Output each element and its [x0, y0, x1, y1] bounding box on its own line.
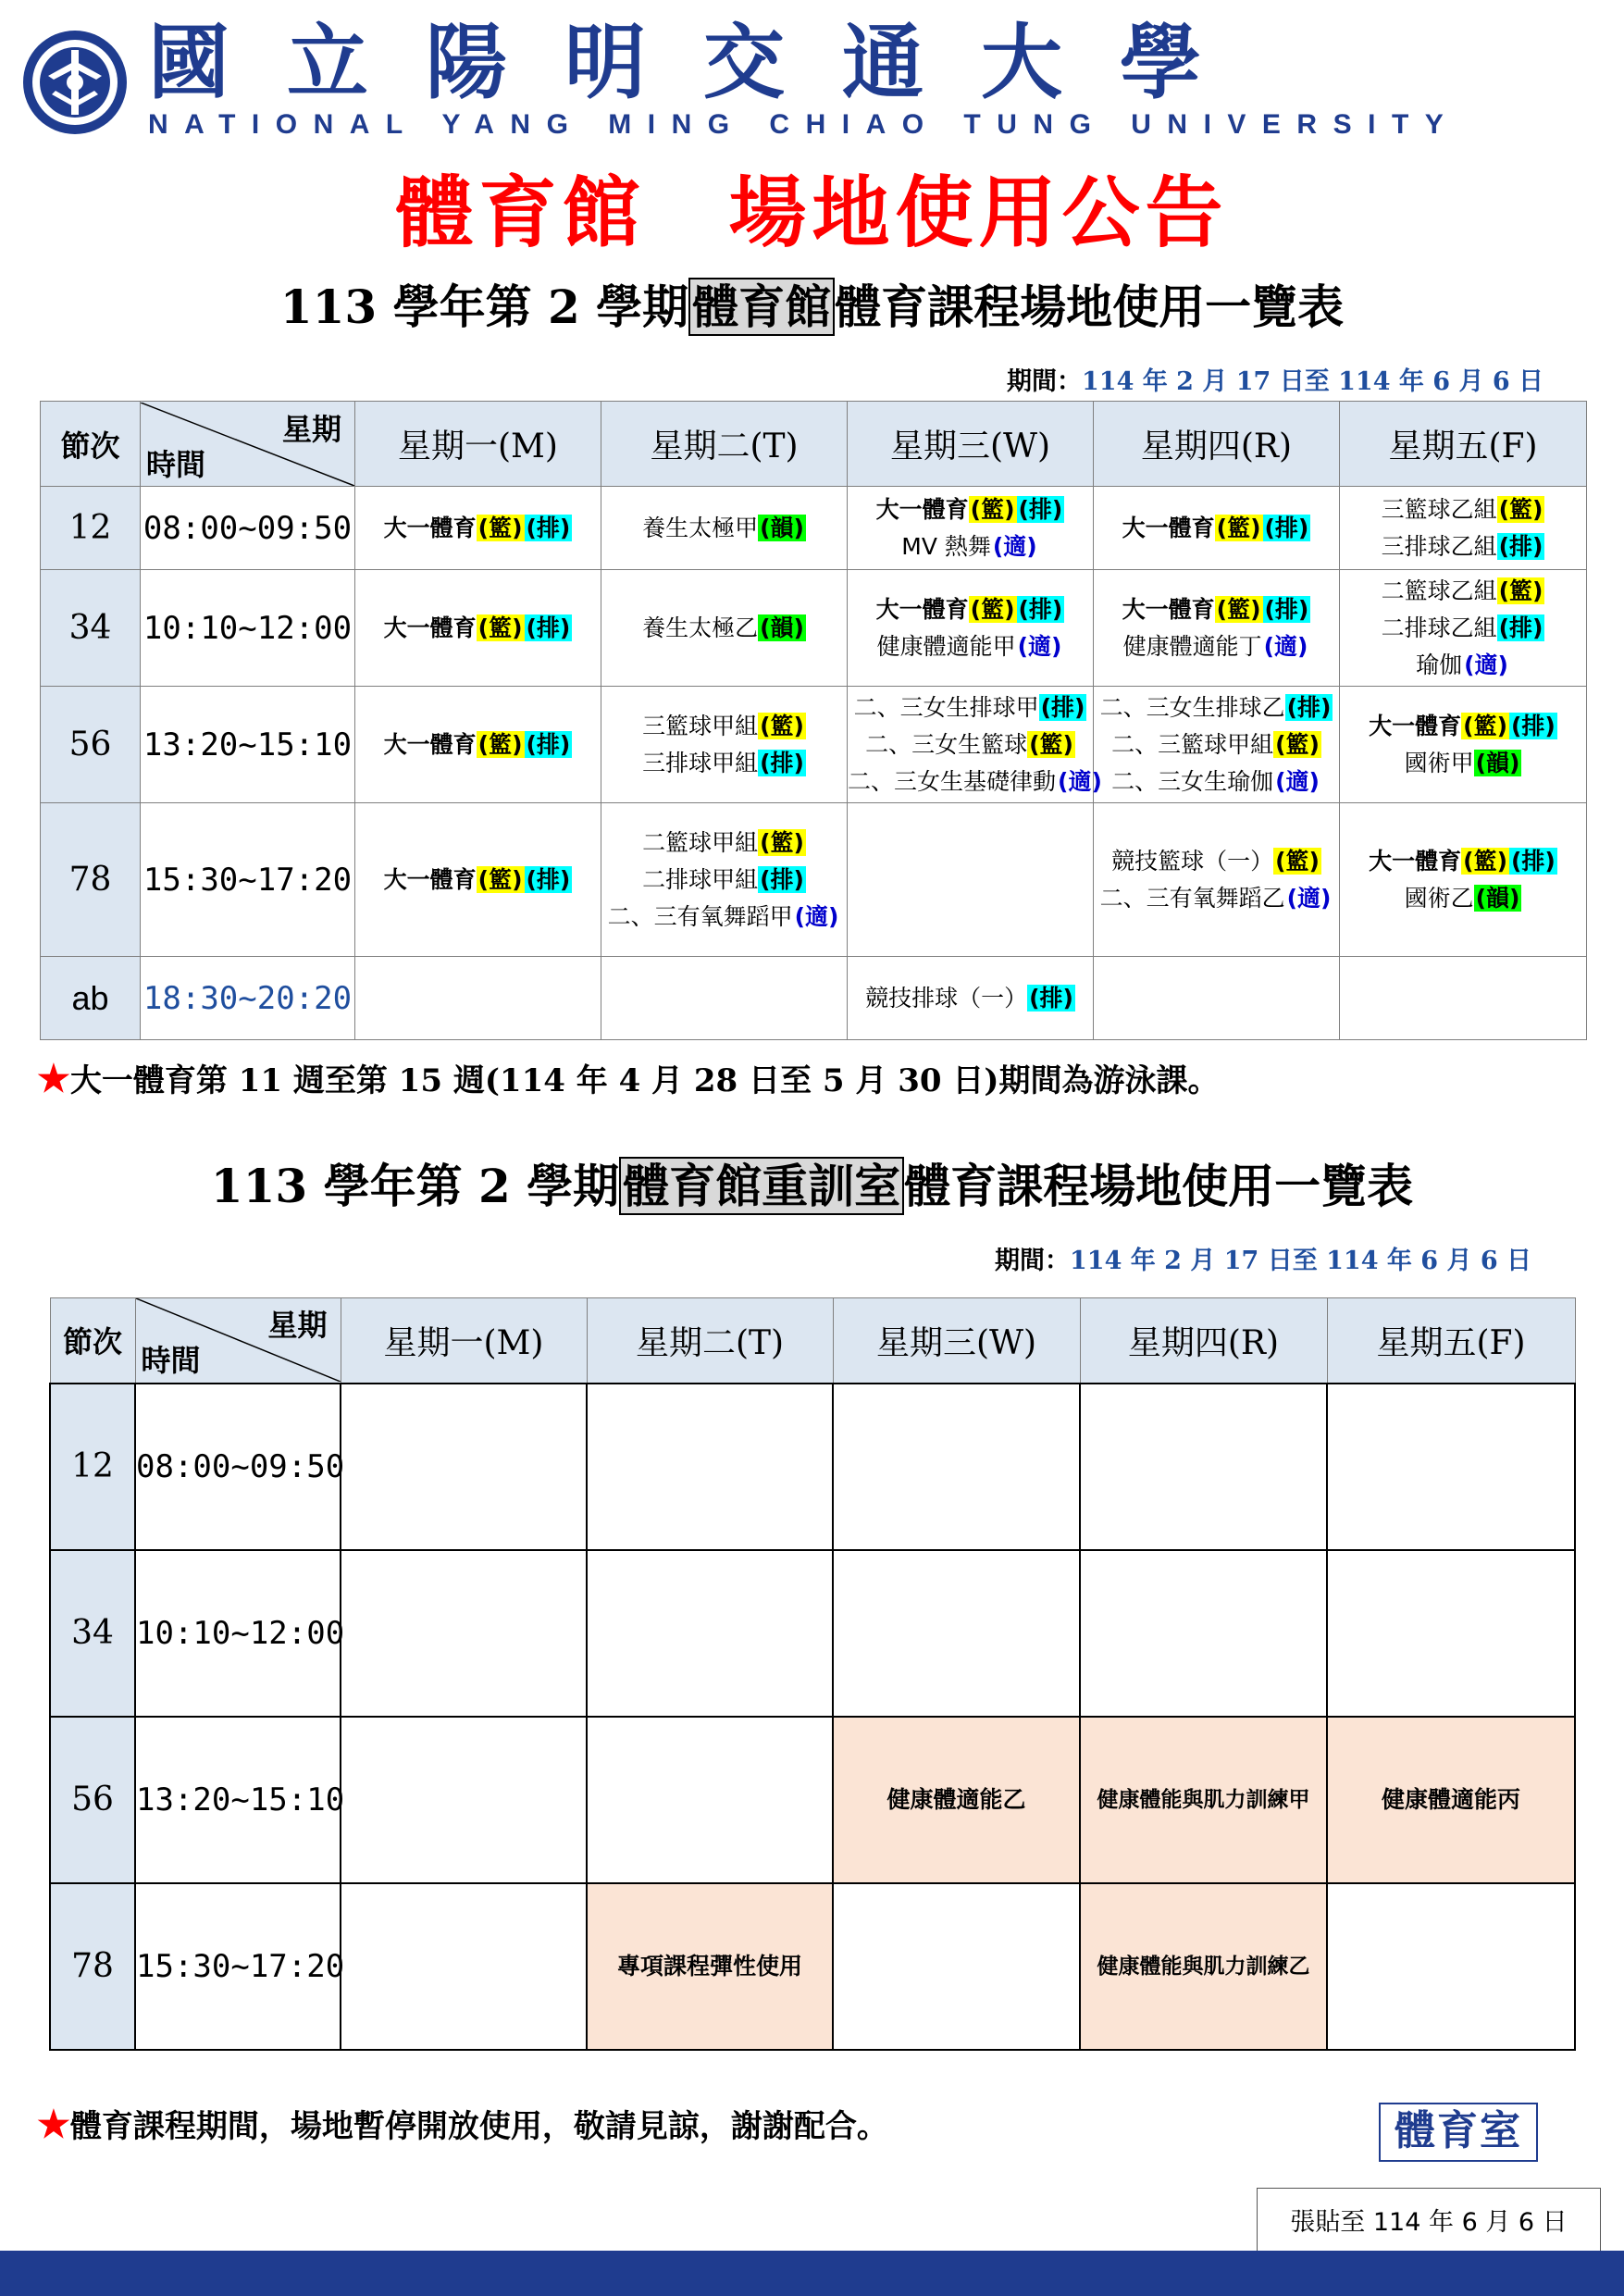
schedule-cell: 健康體適能乙	[833, 1717, 1080, 1883]
col-header-friday: 星期五(F)	[1327, 1298, 1575, 1384]
period-cell: 12	[41, 487, 141, 570]
table-row	[50, 1717, 1575, 1883]
schedule-cell	[1327, 1550, 1575, 1717]
footer-bar	[0, 2251, 1624, 2296]
table2-title: 113 學年第 2 學期體育館重訓室體育課程場地使用一覽表	[210, 1159, 1414, 1213]
schedule-cell: 大一體育(籃) (排)	[1094, 487, 1340, 570]
schedule-cell: 大一體育(籃) (排)	[355, 487, 601, 570]
schedule-cell	[601, 957, 848, 1040]
time-cell: 13:20~15:10	[135, 1717, 341, 1883]
period-cell: 78	[41, 803, 141, 957]
university-name-english: NATIONAL YANG MING CHIAO TUNG UNIVERSITY	[148, 109, 1460, 140]
schedule-cell	[1327, 1883, 1575, 2050]
schedule-cell	[355, 957, 601, 1040]
schedule-cell	[833, 1883, 1080, 2050]
schedule-cell	[587, 1550, 833, 1717]
university-name-chinese: 國立陽明交通大學	[148, 15, 1259, 110]
col-header-friday: 星期五(F)	[1340, 402, 1587, 487]
period-cell: ab	[41, 957, 141, 1040]
posting-date-box: 張貼至 114 年 6 月 6 日	[1257, 2188, 1601, 2258]
time-cell: 18:30~20:20	[141, 957, 355, 1040]
schedule-cell	[1080, 1550, 1327, 1717]
period-cell: 56	[50, 1717, 135, 1883]
schedule-cell	[587, 1717, 833, 1883]
col-header-tuesday: 星期二(T)	[587, 1298, 833, 1384]
time-cell: 15:30~17:20	[135, 1883, 341, 2050]
table-header-row	[50, 1298, 1575, 1384]
col-header-corner: 星期 時間	[135, 1298, 341, 1384]
schedule-cell: 大一體育(籃) (排) 健康體適能丁(適)	[1094, 570, 1340, 687]
schedule-cell: 三籃球乙組(籃) 三排球乙組(排)	[1340, 487, 1587, 570]
time-cell: 15:30~17:20	[141, 803, 355, 957]
announcement-title: 體育館 場地使用公告	[395, 167, 1229, 258]
schedule-cell: 競技排球（一）(排)	[848, 957, 1094, 1040]
schedule-cell: 二籃球甲組(籃) 二排球甲組(排) 二、三有氧舞蹈甲(適)	[601, 803, 848, 957]
table-row	[50, 1883, 1575, 2050]
time-cell: 13:20~15:10	[141, 687, 355, 803]
col-header-period: 節次	[41, 402, 141, 487]
table-header-row	[41, 402, 1587, 487]
schedule-cell	[1080, 1384, 1327, 1550]
period-cell: 56	[41, 687, 141, 803]
col-header-thursday: 星期四(R)	[1094, 402, 1340, 487]
table1-note: ★大一體育第 11 週至第 15 週(114 年 4 月 28 日至 5 月 30 日)期間為游泳課。	[37, 1057, 1220, 1100]
schedule-cell: 健康體能與肌力訓練甲	[1080, 1717, 1327, 1883]
schedule-cell: 大一體育(籃) (排) MV 熱舞(適)	[848, 487, 1094, 570]
schedule-cell: 大一體育(籃) (排) 國術乙(韻)	[1340, 803, 1587, 957]
table-row	[41, 687, 1587, 803]
col-header-monday: 星期一(M)	[355, 402, 601, 487]
table-row	[41, 803, 1587, 957]
table2-title-venue: 體育館重訓室	[619, 1157, 904, 1215]
schedule-cell	[341, 1550, 587, 1717]
table1-title: 113 學年第 2 學期體育館體育課程場地使用一覽表	[279, 279, 1345, 334]
table2-period: 期間：114 年 2 月 17 日至 114 年 6 月 6 日	[995, 1247, 1532, 1275]
university-logo	[20, 28, 130, 137]
schedule-cell: 大一體育(籃) (排)	[355, 570, 601, 687]
time-cell: 10:10~12:00	[141, 570, 355, 687]
schedule-cell: 健康體適能丙	[1327, 1717, 1575, 1883]
schedule-cell: 健康體能與肌力訓練乙	[1080, 1883, 1327, 2050]
col-header-thursday: 星期四(R)	[1080, 1298, 1327, 1384]
schedule-cell: 養生太極乙(韻)	[601, 570, 848, 687]
schedule-cell	[341, 1883, 587, 2050]
schedule-cell: 大一體育(籃) (排)	[355, 687, 601, 803]
schedule-cell: 二、三女生排球甲(排) 二、三女生籃球(籃) 二、三女生基礎律動(適)	[848, 687, 1094, 803]
schedule-cell: 競技籃球（一）(籃) 二、三有氧舞蹈乙(適)	[1094, 803, 1340, 957]
schedule-cell: 三籃球甲組(籃) 三排球甲組(排)	[601, 687, 848, 803]
col-header-tuesday: 星期二(T)	[601, 402, 848, 487]
office-stamp: 體育室	[1379, 2103, 1538, 2162]
time-cell: 10:10~12:00	[135, 1550, 341, 1717]
table-row	[50, 1550, 1575, 1717]
schedule-cell	[833, 1550, 1080, 1717]
period-cell: 34	[50, 1550, 135, 1717]
col-header-period: 節次	[50, 1298, 135, 1384]
schedule-cell: 專項課程彈性使用	[587, 1883, 833, 2050]
schedule-cell	[1094, 957, 1340, 1040]
weight-room-schedule-table	[49, 1297, 1576, 2051]
time-cell: 08:00~09:50	[141, 487, 355, 570]
table-row	[41, 957, 1587, 1040]
table1-title-venue: 體育館	[688, 278, 835, 336]
schedule-cell	[848, 803, 1094, 957]
gym-schedule-table	[40, 401, 1587, 1040]
table-row	[50, 1384, 1575, 1550]
schedule-cell: 大一體育(籃) (排) 健康體適能甲(適)	[848, 570, 1094, 687]
schedule-cell: 二籃球乙組(籃) 二排球乙組(排) 瑜伽(適)	[1340, 570, 1587, 687]
schedule-cell	[341, 1384, 587, 1550]
col-header-monday: 星期一(M)	[341, 1298, 587, 1384]
schedule-cell	[1327, 1384, 1575, 1550]
star-icon: ★	[37, 1057, 70, 1100]
schedule-cell: 養生太極甲(韻)	[601, 487, 848, 570]
schedule-cell	[341, 1717, 587, 1883]
schedule-cell: 大一體育(籃) (排)	[355, 803, 601, 957]
schedule-cell	[833, 1384, 1080, 1550]
star-icon: ★	[37, 2103, 70, 2146]
period-cell: 78	[50, 1883, 135, 2050]
col-header-wednesday: 星期三(W)	[848, 402, 1094, 487]
schedule-cell	[1340, 957, 1587, 1040]
schedule-cell: 二、三女生排球乙(排) 二、三籃球甲組(籃) 二、三女生瑜伽(適)	[1094, 687, 1340, 803]
table-row	[41, 570, 1587, 687]
period-cell: 12	[50, 1384, 135, 1550]
period-cell: 34	[41, 570, 141, 687]
col-header-wednesday: 星期三(W)	[833, 1298, 1080, 1384]
table-row	[41, 487, 1587, 570]
table2-note: ★體育課程期間，場地暫停開放使用，敬請見諒，謝謝配合。	[37, 2103, 888, 2146]
table1-period: 期間：114 年 2 月 17 日至 114 年 6 月 6 日	[1007, 367, 1544, 396]
schedule-cell: 大一體育(籃) (排) 國術甲(韻)	[1340, 687, 1587, 803]
time-cell: 08:00~09:50	[135, 1384, 341, 1550]
schedule-cell	[587, 1384, 833, 1550]
col-header-corner: 星期 時間	[141, 402, 355, 487]
